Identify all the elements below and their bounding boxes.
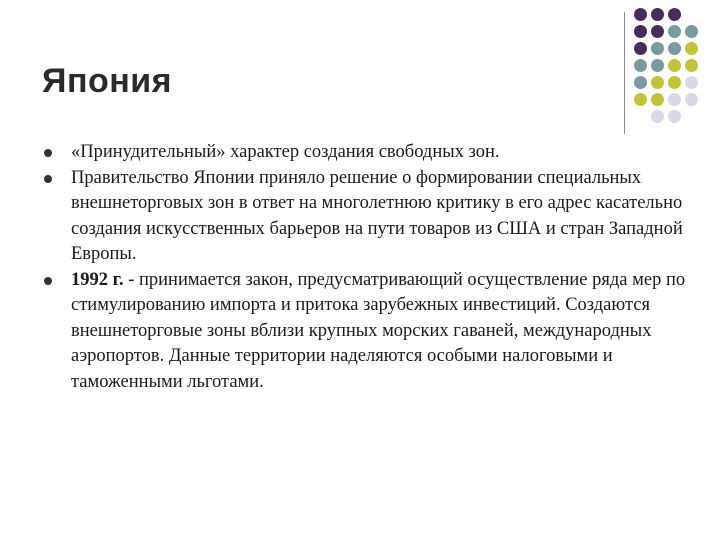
decor-dot: [634, 42, 647, 55]
decor-dot: [634, 25, 647, 38]
decor-dot: [651, 42, 664, 55]
decor-dot: [668, 93, 681, 106]
decor-dot: [685, 93, 698, 106]
bullet-text: Правительство Японии приняло решение о формировании специальных внешнеторговых зон в ответ на многолетнюю критику в его адрес касательно создания искусственных барьеров на пути товаров из США и стран Западной Европы.: [71, 167, 683, 264]
decor-dot: [685, 76, 698, 89]
bullet-text: «Принудительный» характер создания свободных зон.: [71, 142, 500, 162]
decor-dot: [651, 110, 664, 123]
decor-dot: [651, 59, 664, 72]
decor-dot: [634, 76, 647, 89]
decor-dot: [685, 42, 698, 55]
decor-dot: [668, 110, 681, 123]
bullet-text: - принимается закон, предусматривающий осуществление ряда мер по стимулированию импорта и притока зарубежных инвестиций. Создаются внешнеторговые зоны вблизи крупных морских гаваней, международных аэропортов. Данные территории наделяются особыми налоговыми и таможенными льготами.: [71, 269, 686, 392]
decor-dot: [651, 8, 664, 21]
decor-dot: [668, 25, 681, 38]
decor-dot: [668, 8, 681, 21]
bullet-dot-icon: [44, 175, 52, 183]
bullet-dot-icon: [44, 277, 52, 285]
decor-dot: [668, 42, 681, 55]
decor-dot: [668, 76, 681, 89]
bullet-item: [44, 166, 694, 268]
bullet-dot-icon: [44, 149, 52, 157]
decor-dot: [651, 25, 664, 38]
decor-dot: [634, 93, 647, 106]
decorative-divider: [624, 12, 625, 134]
decor-dot: [634, 59, 647, 72]
bullet-item: [44, 268, 694, 396]
bullet-year: 1992 г.: [71, 269, 124, 290]
bullet-list: [44, 140, 694, 395]
bullet-item: [44, 140, 694, 166]
slide-title: Япония: [42, 62, 173, 100]
decor-dot: [668, 59, 681, 72]
decor-dot: [651, 76, 664, 89]
decor-dot: [634, 8, 647, 21]
decor-dot: [685, 59, 698, 72]
decor-dot: [685, 25, 698, 38]
decor-dot: [651, 93, 664, 106]
